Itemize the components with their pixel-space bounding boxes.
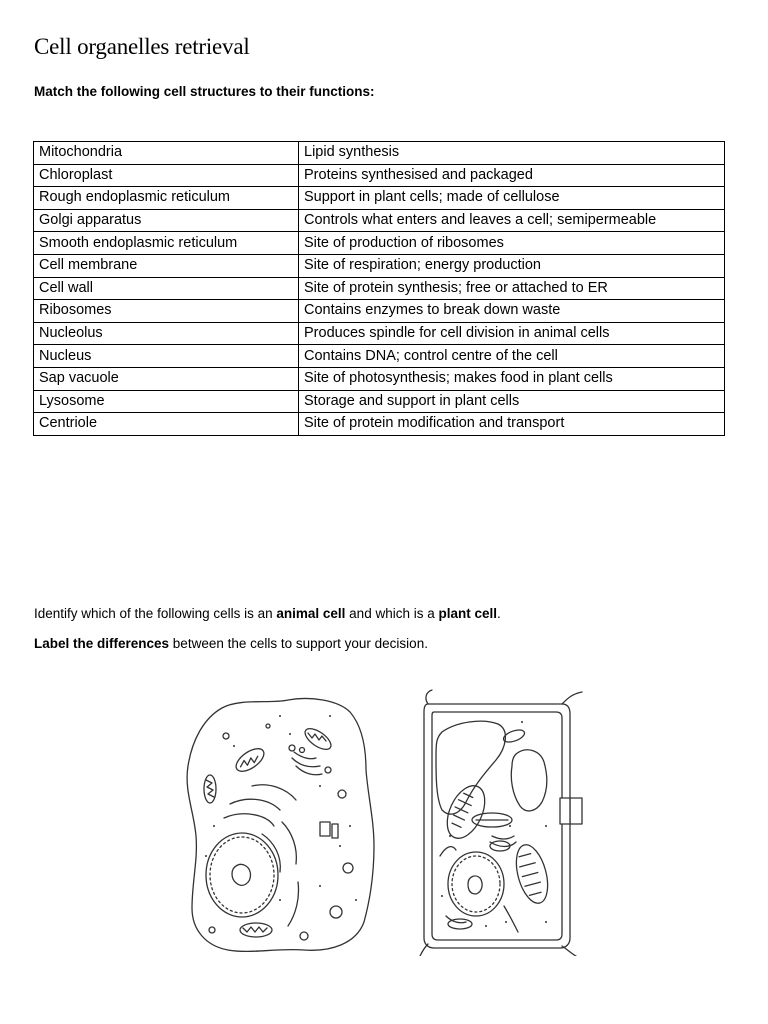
table-row (34, 277, 725, 300)
function-cell: Controls what enters and leaves a cell; semipermeable (299, 209, 725, 232)
cell-diagrams (170, 686, 602, 956)
matching-instruction: Match the following cell structures to their functions: (34, 84, 375, 99)
animal-ribosomes (205, 715, 357, 901)
plant-nucleolus (468, 876, 482, 894)
function-cell: Site of photosynthesis; makes food in plant cells (299, 367, 725, 390)
table-row (34, 254, 725, 277)
function-cell: Contains enzymes to break down waste (299, 300, 725, 323)
function-cell: Site of production of ribosomes (299, 232, 725, 255)
table-row (34, 209, 725, 232)
structure-cell: Chloroplast (34, 164, 299, 187)
structure-cell: Cell membrane (34, 254, 299, 277)
table-row (34, 187, 725, 210)
structure-cell: Smooth endoplasmic reticulum (34, 232, 299, 255)
function-cell: Support in plant cells; made of cellulose (299, 187, 725, 210)
table-row (34, 164, 725, 187)
identify-text-3: . (497, 606, 501, 621)
function-cell: Lipid synthesis (299, 142, 725, 165)
animal-cell-term: animal cell (276, 606, 346, 621)
matching-table (33, 141, 725, 436)
structure-cell: Centriole (34, 413, 299, 436)
plant-cell-term: plant cell (438, 606, 497, 621)
table-row (34, 413, 725, 436)
animal-centriole (320, 822, 338, 838)
function-cell: Site of respiration; energy production (299, 254, 725, 277)
label-differences-term: Label the differences (34, 636, 170, 651)
function-cell: Site of protein synthesis; free or attached to ER (299, 277, 725, 300)
plant-sap-vacuole (436, 721, 505, 814)
function-cell: Site of protein modification and transport (299, 413, 725, 436)
page-title: Cell organelles retrieval (34, 34, 250, 59)
table-row (34, 367, 725, 390)
function-cell: Proteins synthesised and packaged (299, 164, 725, 187)
animal-cell-drawing (187, 699, 374, 952)
identify-text-1: Identify which of the following cells is an (34, 606, 277, 621)
table-row (34, 322, 725, 345)
plant-cell-wall (424, 704, 570, 948)
structure-cell: Golgi apparatus (34, 209, 299, 232)
function-cell: Storage and support in plant cells (299, 390, 725, 413)
structure-cell: Nucleus (34, 345, 299, 368)
label-text: between the cells to support your decision. (169, 636, 428, 651)
animal-cell-membrane (187, 699, 374, 952)
structure-cell: Rough endoplasmic reticulum (34, 187, 299, 210)
plant-nucleus (448, 852, 504, 916)
structure-cell: Lysosome (34, 390, 299, 413)
table-row (34, 390, 725, 413)
table-row (34, 345, 725, 368)
identify-instruction (34, 606, 501, 621)
plant-chloroplast (440, 780, 554, 907)
table-row (34, 142, 725, 165)
label-instruction (34, 636, 428, 651)
structure-cell: Mitochondria (34, 142, 299, 165)
structure-cell: Ribosomes (34, 300, 299, 323)
structure-cell: Cell wall (34, 277, 299, 300)
structure-cell: Nucleolus (34, 322, 299, 345)
structure-cell: Sap vacuole (34, 367, 299, 390)
table-row (34, 300, 725, 323)
animal-er (230, 799, 280, 810)
identify-text-2: and which is a (345, 606, 439, 621)
animal-golgi (294, 752, 316, 759)
animal-nucleus (206, 833, 278, 917)
function-cell: Contains DNA; control centre of the cell (299, 345, 725, 368)
animal-nucleolus (232, 864, 251, 885)
table-row (34, 232, 725, 255)
function-cell: Produces spindle for cell division in animal cells (299, 322, 725, 345)
plant-cell-drawing (420, 690, 582, 956)
